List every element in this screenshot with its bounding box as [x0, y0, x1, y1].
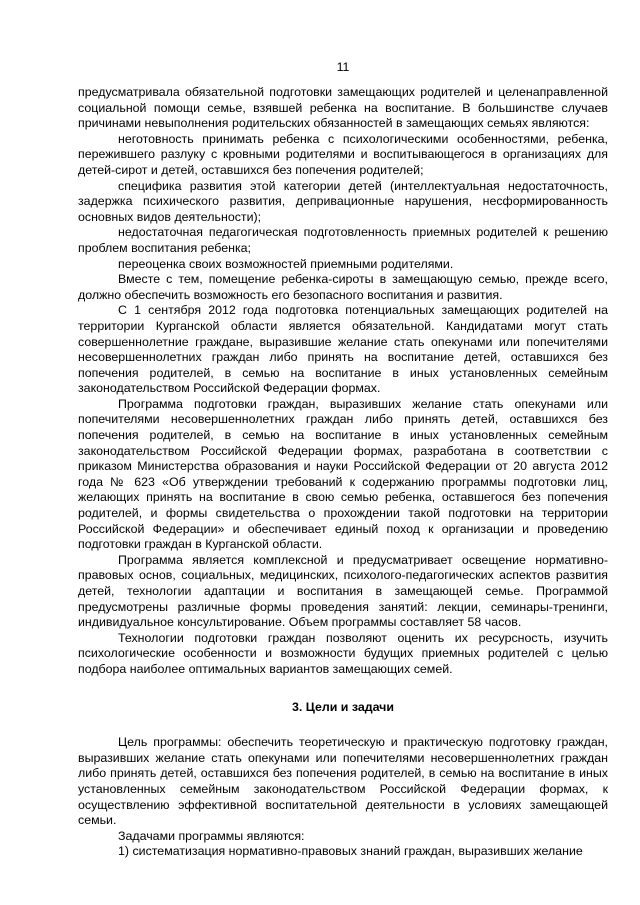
paragraph: Программа подготовки граждан, выразивших желание стать опекунами или попечителями несовершеннолетних граждан либо принять детей, оставшихся без попечения родителей, в семью на воспитание в иных установленных семейным законодательством Российской Федерации формах, разработана в соответствии с приказом Министерства образования и науки Российской Федерации от 20 августа 2012 года № 623 «Об утверждении требований к содержанию программы подготовки лиц, желающих принять на воспитание в свою семью ребенка, оставшегося без попечения родителей, и формы свидетельства о прохождении такой подготовки на территории Российской Федерации» и обеспечивает единый поход к организации и проведению подготовки граждан в Курганской области. — [78, 396, 608, 552]
paragraph: Вместе с тем, помещение ребенка-сироты в замещающую семью, прежде всего, должно обеспечить возможность его безопасного воспитания и развития. — [78, 272, 608, 302]
paragraph: недостаточная педагогическая подготовленность приемных родителей к решению проблем воспитания ребенка; — [78, 225, 608, 255]
paragraph: неготовность принимать ребенка с психологическими особенностями, ребенка, пережившего разлуку с кровными родителями и воспитывающегося в организациях для детей-сирот и детей, оставшихся без попечения родителей; — [78, 131, 608, 177]
paragraphs-before-section — [78, 85, 608, 678]
paragraphs-after-section — [78, 735, 608, 860]
section-heading: 3. Цели и задачи — [291, 699, 394, 714]
paragraph: Цель программы: обеспечить теоретическую и практическую подготовку граждан, выразивших желание стать опекунами или попечителями несовершеннолетних граждан либо принять детей, оставшихся без попечения родителей, в семью на воспитание в иных установленных семейным законодательством Российской Федерации формах, к осуществлению эффективной воспитательной деятельности в условиях замещающей семьи. — [78, 735, 608, 828]
paragraph: переоценка своих возможностей приемными родителями. — [118, 256, 454, 271]
paragraph: специфика развития этой категории детей (интеллектуальная недостаточность, задержка психического развития, депривационные нарушения, несформированность основных видов деятельности); — [78, 178, 608, 224]
paragraph: 1) систематизация нормативно-правовых знаний граждан, выразивших желание — [118, 844, 583, 859]
paragraph: Программа является комплексной и предусматривает освещение нормативно-правовых основ, социальных, медицинских, психолого-педагогических аспектов развития детей, технологии адаптации и воспитания в замещающей семье. Программой предусмотрены различные формы проведения занятий: лекции, семинары-тренинги, индивидуальное консультирование. Объем программы составляет 58 часов. — [78, 552, 608, 630]
paragraph: Задачами программы являются: — [118, 828, 305, 843]
document-body — [78, 85, 608, 860]
paragraph: предусматривала обязательной подготовки замещающих родителей и целенаправленной социальной помощи семье, взявшей ребенка на воспитание. В большинстве случаев причинами невыполнения родительских обязанностей в замещающих семьях являются: — [78, 85, 608, 131]
paragraph: Технологии подготовки граждан позволяют оценить их ресурсность, изучить психологические особенности и возможности будущих приемных родителей с целью подбора наиболее оптимальных вариантов замещающих семей. — [78, 630, 608, 676]
page-number: 11 — [336, 60, 350, 74]
paragraph: С 1 сентября 2012 года подготовка потенциальных замещающих родителей на территории Курганской области является обязательной. Кандидатами могут стать совершеннолетние граждане, выразившие желание стать опекунами или попечителями несовершеннолетних граждан либо принять на воспитание детей, оставшихся без попечения родителей, в семью на воспитание в иных установленных семейным законодательством Российской Федерации формах. — [78, 303, 608, 396]
